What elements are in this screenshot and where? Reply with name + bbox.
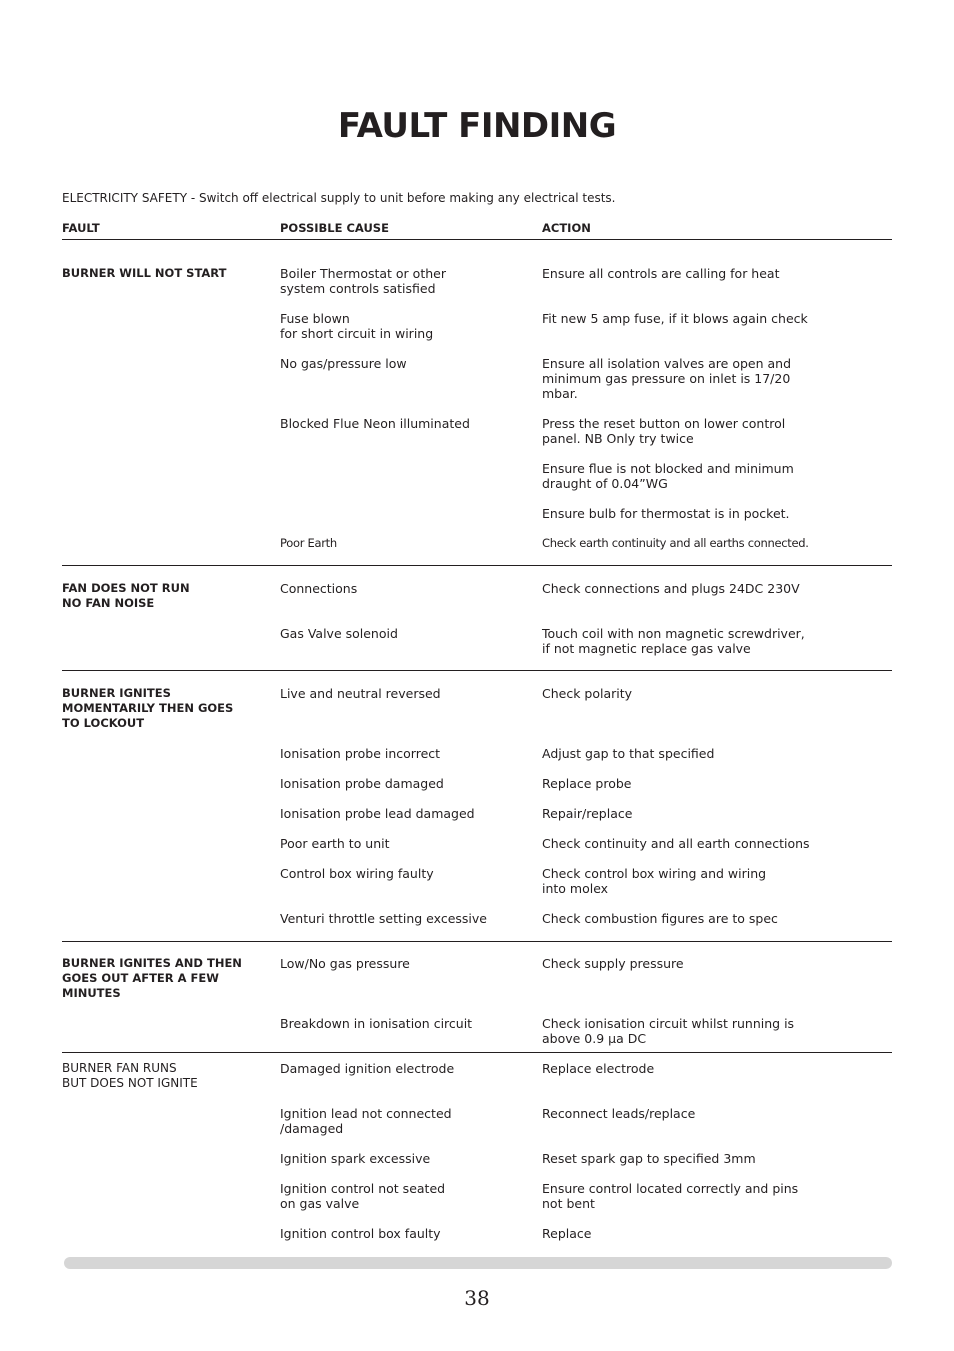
header-divider bbox=[62, 239, 892, 240]
cause-text: Breakdown in ionisation circuit bbox=[280, 1016, 473, 1031]
cause-text: Blocked Flue Neon illuminated bbox=[280, 416, 470, 431]
cause-text: Ignition control box faulty bbox=[280, 1226, 441, 1241]
cause-text: Connections bbox=[280, 581, 358, 596]
action-text: Ensure all isolation valves are open and minimum gas pressure on inlet is 17/20 mbar. bbox=[542, 356, 792, 401]
cause-text: Poor Earth bbox=[280, 536, 337, 550]
fault-burner-will-not-start: BURNER WILL NOT START bbox=[62, 266, 227, 280]
cause-text: Gas Valve solenoid bbox=[280, 626, 398, 641]
cause-text: Live and neutral reversed bbox=[280, 686, 441, 701]
cause-text: Ignition control not seated on gas valve bbox=[280, 1181, 446, 1211]
action-text: Reset spark gap to specified 3mm bbox=[542, 1151, 756, 1166]
cause-text: Ionisation probe incorrect bbox=[280, 746, 441, 761]
action-text: Press the reset button on lower control panel. NB Only try twice bbox=[542, 416, 786, 446]
action-text: Reconnect leads/replace bbox=[542, 1106, 696, 1121]
cause-text: Fuse blown for short circuit in wiring bbox=[280, 311, 434, 341]
cause-text: Ionisation probe lead damaged bbox=[280, 806, 475, 821]
section-divider bbox=[62, 941, 892, 942]
action-text: Ensure control located correctly and pins not bent bbox=[542, 1181, 799, 1211]
header-fault: FAULT bbox=[62, 221, 100, 235]
section-divider bbox=[62, 1052, 892, 1053]
cause-text: Ignition spark excessive bbox=[280, 1151, 431, 1166]
section-divider bbox=[62, 670, 892, 671]
cause-text: Low/No gas pressure bbox=[280, 956, 410, 971]
header-action: ACTION bbox=[542, 221, 591, 235]
action-text: Fit new 5 amp fuse, if it blows again check bbox=[542, 311, 808, 326]
cause-text: Ionisation probe damaged bbox=[280, 776, 444, 791]
action-text: Replace electrode bbox=[542, 1061, 655, 1076]
fault-burner-ignites-lockout: BURNER IGNITES MOMENTARILY THEN GOES TO LOCKOUT bbox=[62, 686, 234, 730]
action-text: Check combustion figures are to spec bbox=[542, 911, 778, 926]
cause-text: Boiler Thermostat or other system controls satisfied bbox=[280, 266, 446, 296]
page-number: 38 bbox=[464, 1286, 490, 1310]
action-text: Check supply pressure bbox=[542, 956, 684, 971]
page-title: FAULT FINDING bbox=[337, 106, 617, 146]
fault-burner-goes-out: BURNER IGNITES AND THEN GOES OUT AFTER A FEW MINUTES bbox=[62, 956, 242, 1000]
cause-text: Control box wiring faulty bbox=[280, 866, 434, 881]
cause-text: Damaged ignition electrode bbox=[280, 1061, 455, 1076]
action-text: Adjust gap to that specified bbox=[542, 746, 715, 761]
action-text: Replace probe bbox=[542, 776, 632, 791]
action-text: Ensure all controls are calling for heat bbox=[542, 266, 780, 281]
action-text: Touch coil with non magnetic screwdriver, if not magnetic replace gas valve bbox=[542, 626, 805, 656]
fault-fan-runs-no-ignite: BURNER FAN RUNS BUT DOES NOT IGNITE bbox=[62, 1061, 198, 1090]
action-text: Ensure flue is not blocked and minimum draught of 0.04”WG bbox=[542, 461, 794, 491]
electricity-safety-note: ELECTRICITY SAFETY - Switch off electrical supply to unit before making any electrical tests. bbox=[62, 191, 616, 205]
cause-text: Venturi throttle setting excessive bbox=[280, 911, 487, 926]
cause-text: No gas/pressure low bbox=[280, 356, 407, 371]
footer-bar bbox=[64, 1257, 892, 1269]
section-divider bbox=[62, 565, 892, 566]
action-text: Replace bbox=[542, 1226, 592, 1241]
fault-fan-does-not-run: FAN DOES NOT RUN NO FAN NOISE bbox=[62, 581, 190, 610]
action-text: Check continuity and all earth connections bbox=[542, 836, 810, 851]
action-text: Check polarity bbox=[542, 686, 633, 701]
action-text: Repair/replace bbox=[542, 806, 633, 821]
action-text: Check control box wiring and wiring into molex bbox=[542, 866, 767, 896]
action-text: Check ionisation circuit whilst running is above 0.9 μa DC bbox=[542, 1016, 795, 1046]
cause-text: Poor earth to unit bbox=[280, 836, 390, 851]
action-text: Ensure bulb for thermostat is in pocket. bbox=[542, 506, 790, 521]
cause-text: Ignition lead not connected /damaged bbox=[280, 1106, 452, 1136]
header-possible-cause: POSSIBLE CAUSE bbox=[280, 221, 389, 235]
action-text: Check earth continuity and all earths connected. bbox=[542, 536, 809, 550]
action-text: Check connections and plugs 24DC 230V bbox=[542, 581, 800, 596]
